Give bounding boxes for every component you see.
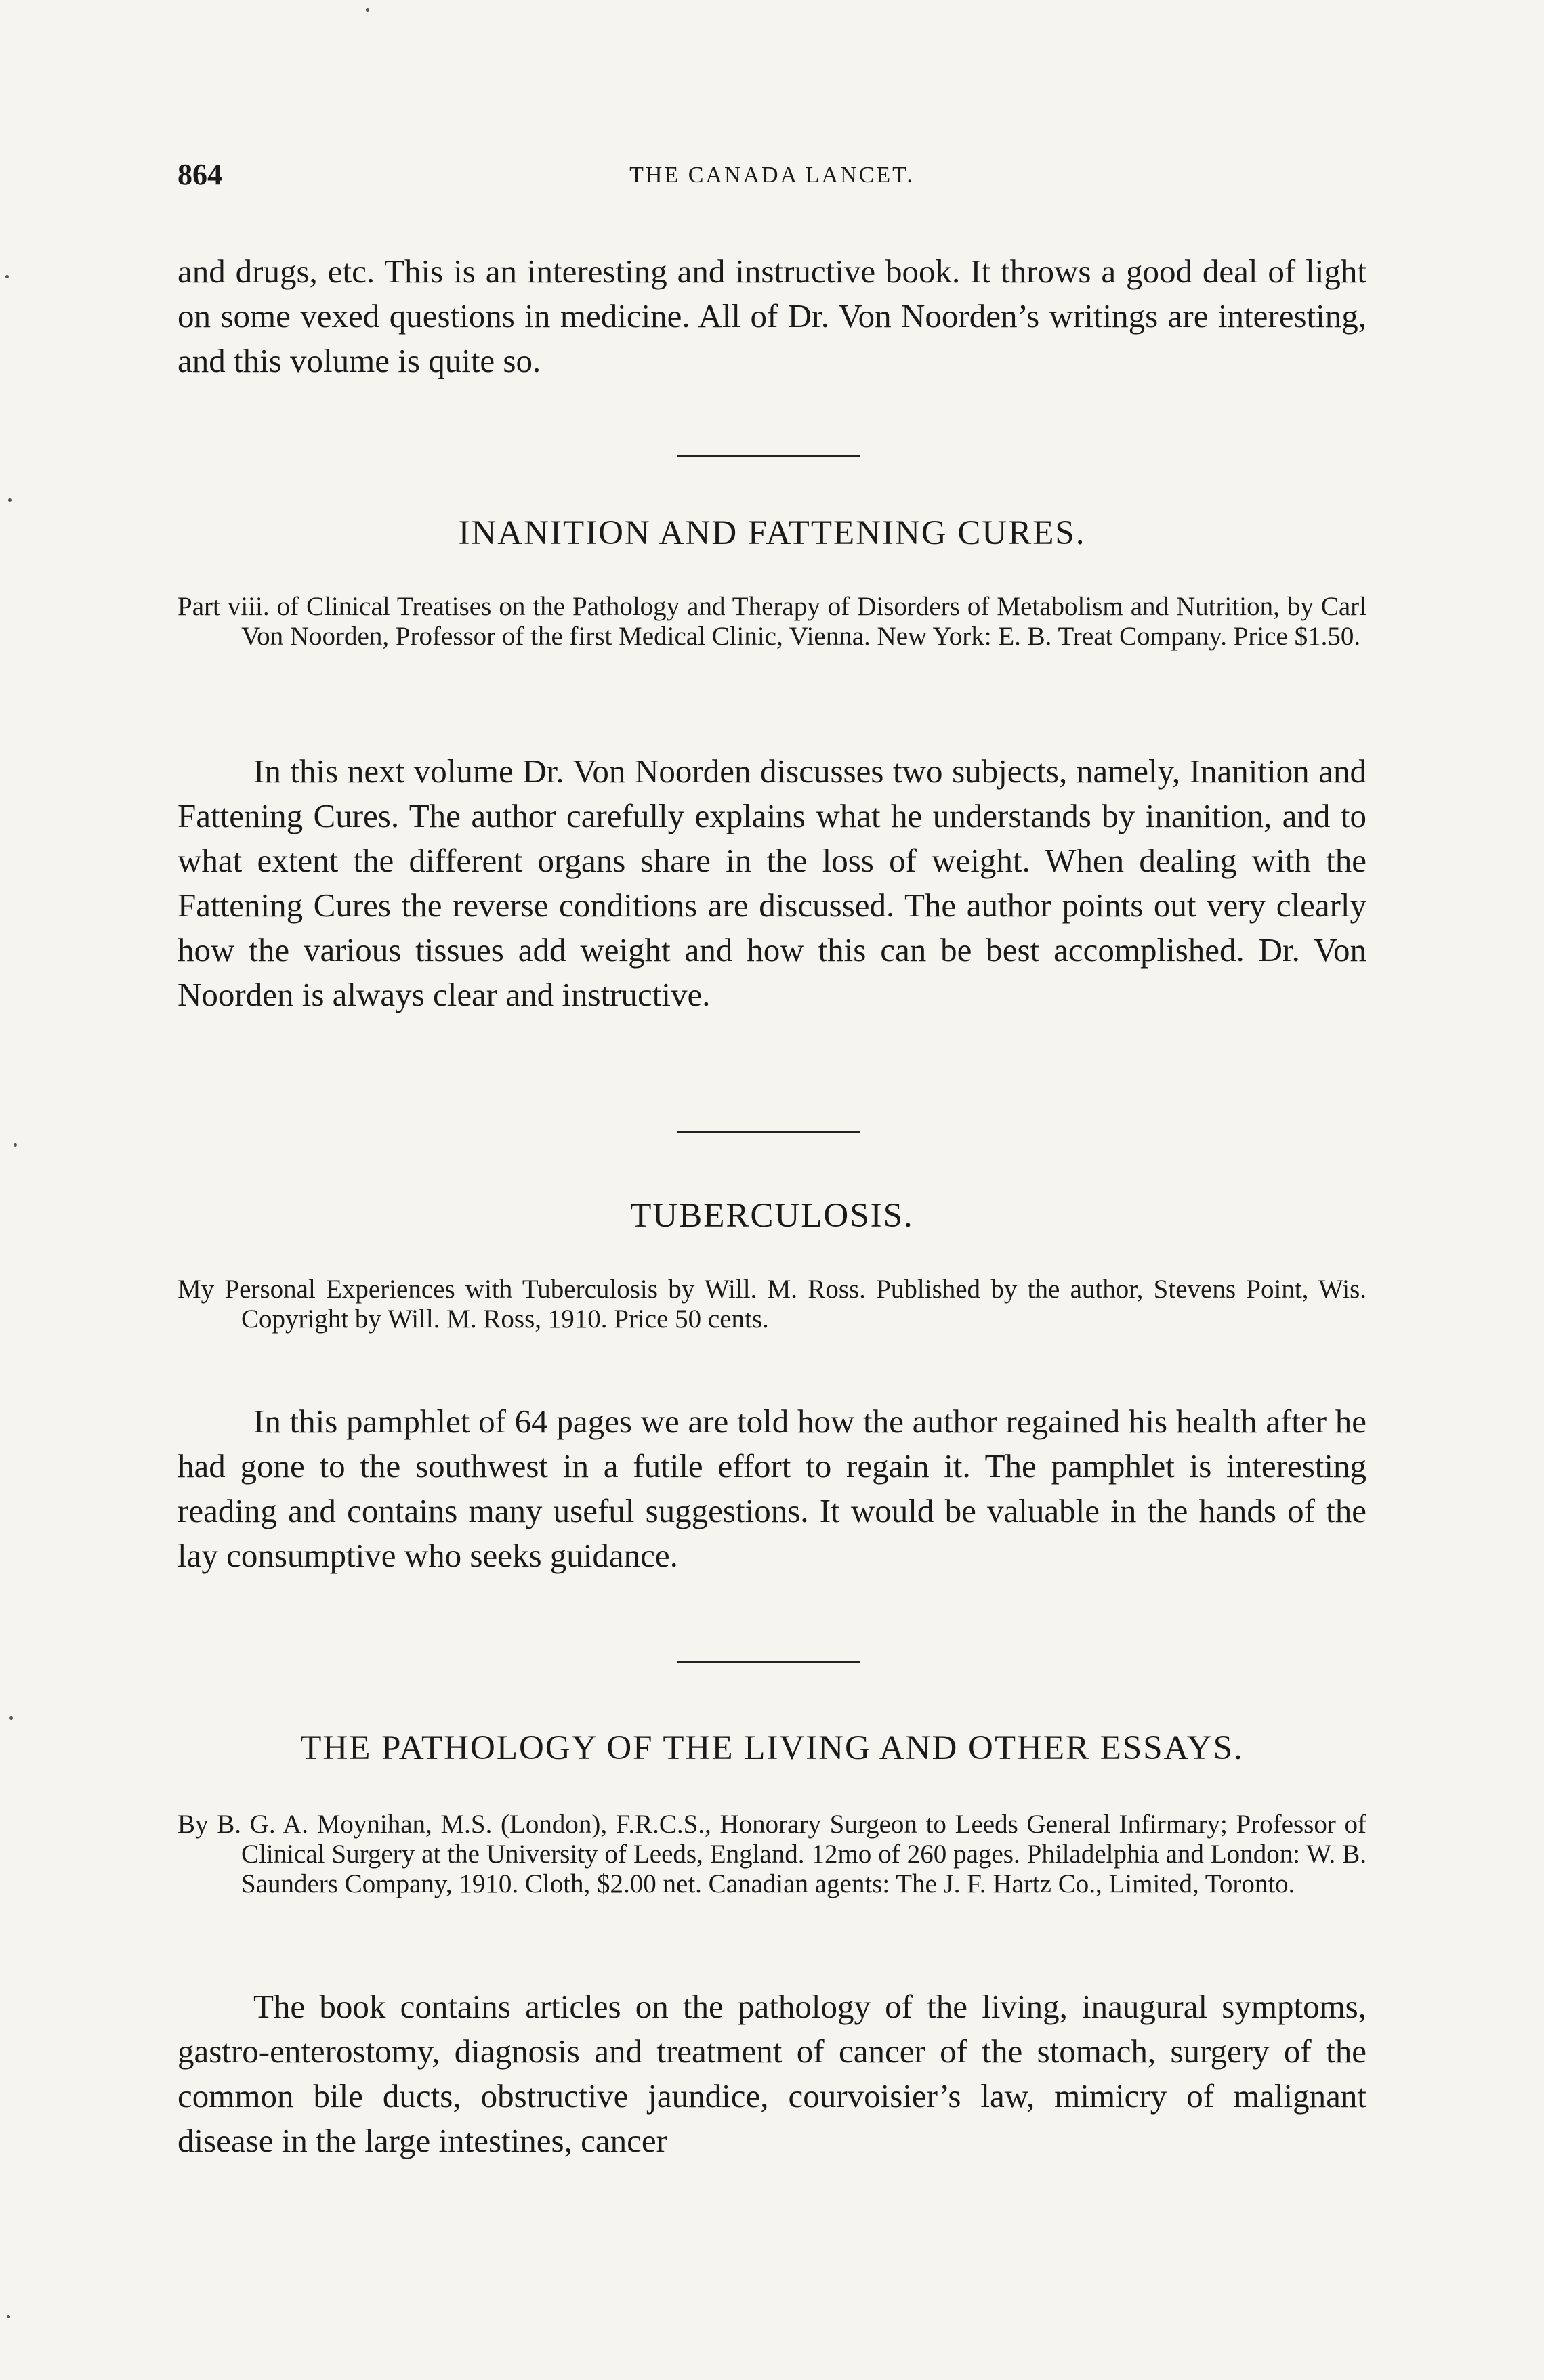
journal-title: THE CANADA LANCET. (629, 163, 915, 188)
scan-speck (9, 1716, 13, 1720)
review-body-inanition-block (178, 749, 1366, 1017)
review-heading-pathology: THE PATHOLOGY OF THE LIVING AND OTHER ESSAYS. (300, 1729, 1244, 1767)
review-body-inanition: In this next volume Dr. Von Noorden discusses two subjects, namely, Inanition and Fattening Cures. The author carefully explains what he understands by inanition, and to what extent the different organs share in the loss of weight. When dealing with the Fattening Cures the reverse conditions are discussed. The author points out very clearly how the various tissues add weight and how this can be best accomplished. Dr. Von Noorden is always clear and instructive. (178, 752, 1366, 1013)
scan-speck (7, 2315, 10, 2318)
review-heading-tuberculosis: TUBERCULOSIS. (630, 1197, 914, 1235)
review-heading-inanition: INANITION AND FATTENING CURES. (458, 514, 1086, 552)
scan-speck (366, 8, 369, 12)
review-body-tuberculosis-block (178, 1399, 1366, 1578)
scan-speck (5, 275, 9, 278)
review-body-pathology: The book contains articles on the pathology of the living, inaugural symptoms, gastro-enterostomy, diagnosis and treatment of cancer of the stomach, surgery of the common bile ducts, obstructive jaundice, courvoisier’s law, mimicry of malignant disease in the large intestines, cancer (178, 1988, 1366, 2159)
running-header (178, 157, 1366, 198)
section-divider (677, 455, 860, 457)
scan-speck (8, 498, 12, 502)
intro-paragraph: and drugs, etc. This is an interesting and instructive book. It throws a good deal of light on some vexed questions in medicine. All of Dr. Von Noorden’s writings are interesting, and this volume is quite so. (178, 253, 1366, 379)
review-citation-inanition: Part viii. of Clinical Treatises on the Pathology and Therapy of Disorders of Metabolism and Nutrition, by Carl Von Noorden, Professor of the first Medical Clinic, Vienna. New York: E. B. Treat Company. Price $1.50. (178, 592, 1366, 651)
review-citation-tuberculosis: My Personal Experiences with Tuberculosis by Will. M. Ross. Published by the author, Stevens Point, Wis. Copyright by Will. M. Ross, 1910. Price 50 cents. (178, 1275, 1366, 1334)
intro-text (178, 249, 1366, 383)
scan-speck (14, 1143, 17, 1147)
page-number: 864 (178, 158, 222, 191)
review-citation-pathology: By B. G. A. Moynihan, M.S. (London), F.R.C.S., Honorary Surgeon to Leeds General Infirmary; Professor of Clinical Surgery at the University of Leeds, England. 12mo of 260 pages. Philadelphia and London: W. B. Saunders Company, 1910. Cloth, $2.00 net. Canadian agents: The J. F. Hartz Co., Limited, Toronto. (178, 1810, 1366, 1898)
review-body-tuberculosis: In this pamphlet of 64 pages we are told how the author regained his health after he had gone to the southwest in a futile effort to regain it. The pamphlet is interesting reading and contains many useful suggestions. It would be valuable in the hands of the lay consumptive who seeks guidance. (178, 1403, 1366, 1574)
section-divider (677, 1661, 860, 1663)
review-body-pathology-block (178, 1984, 1366, 2163)
section-divider (677, 1131, 860, 1133)
